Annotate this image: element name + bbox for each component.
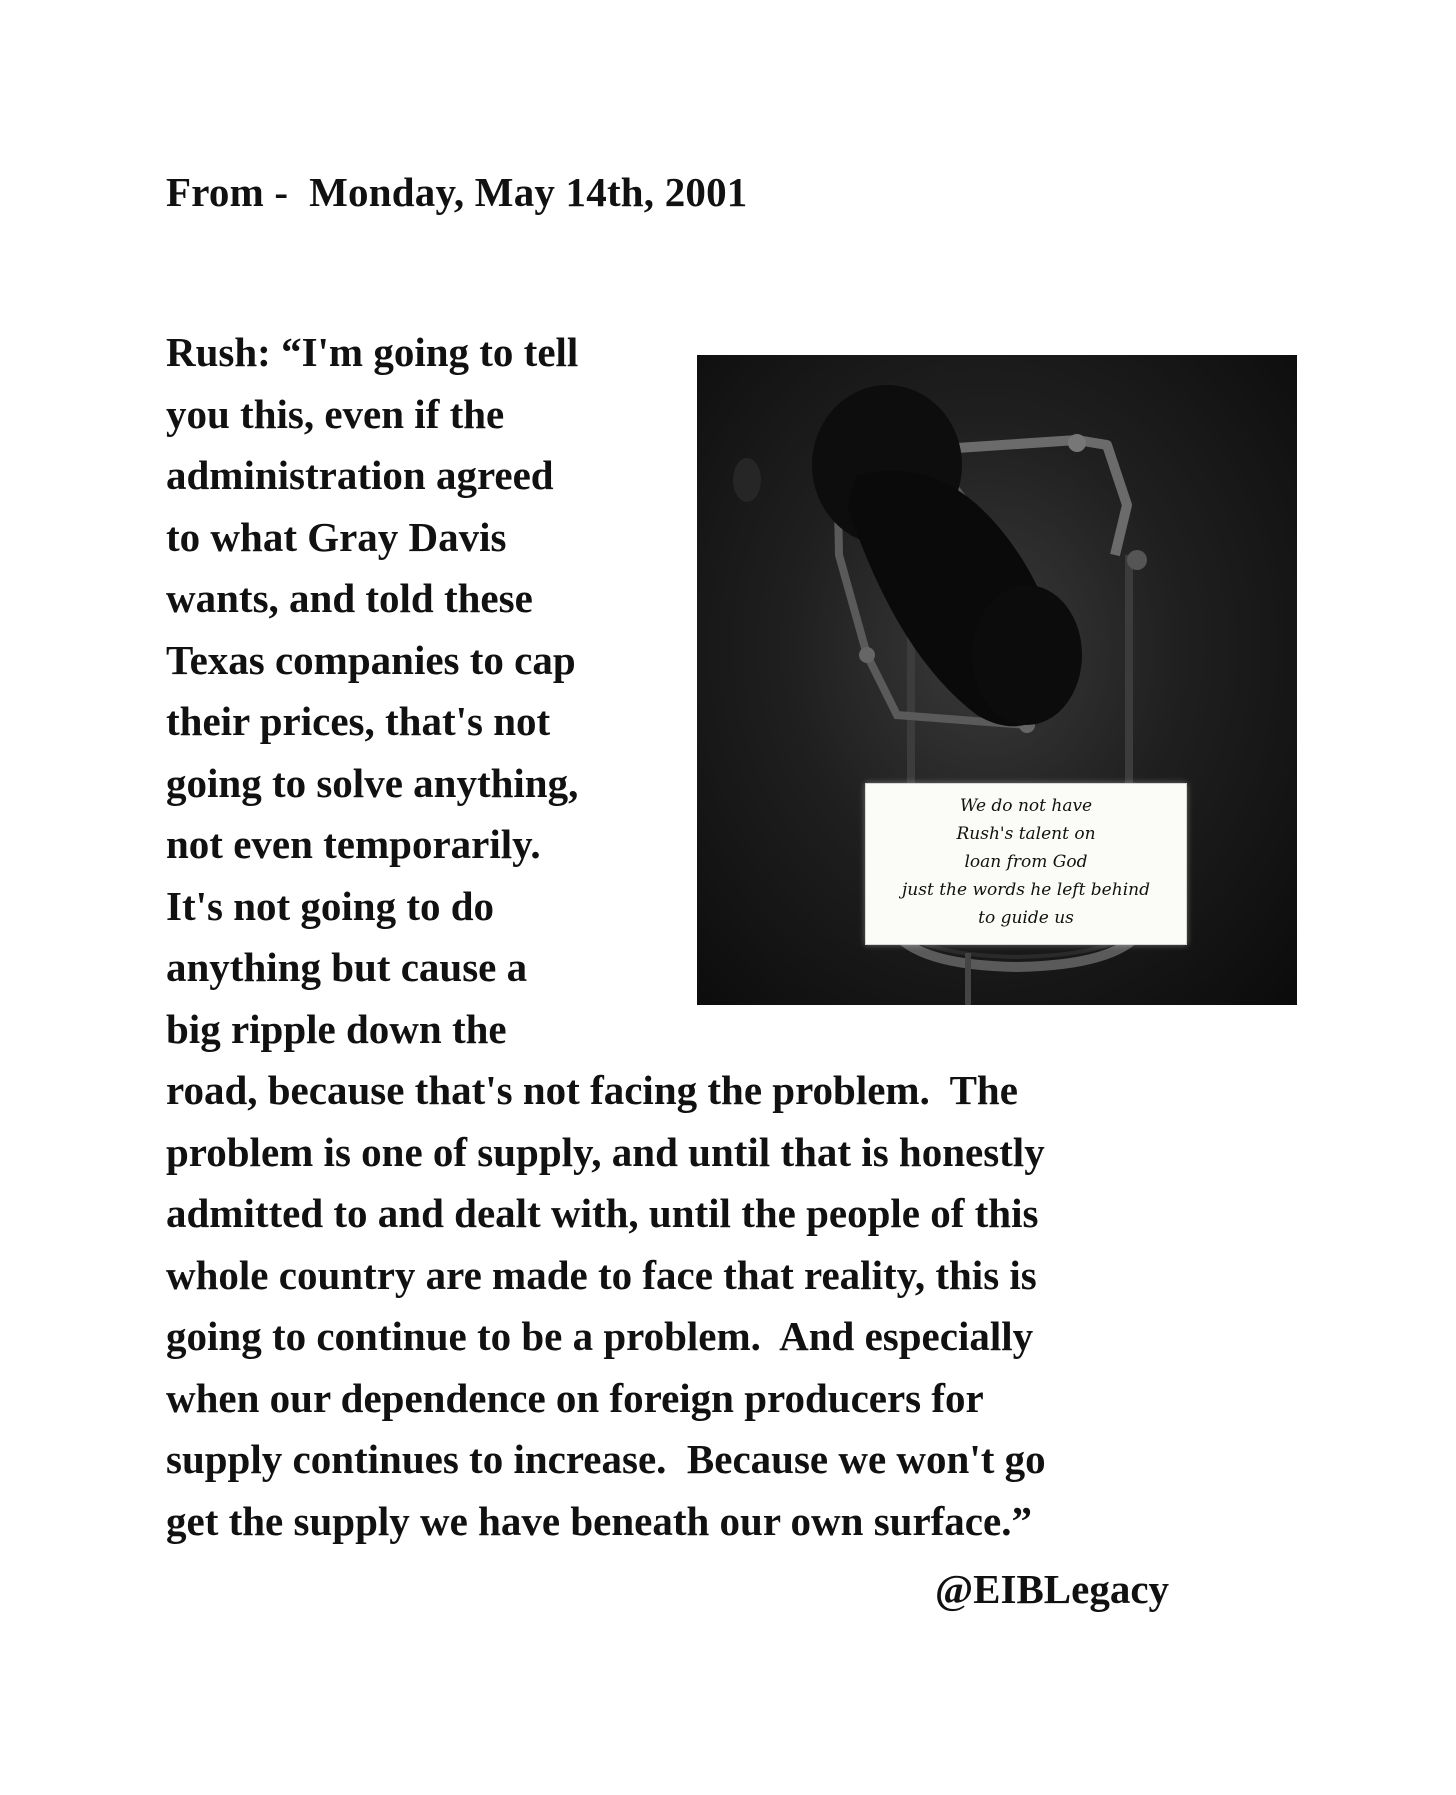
date-header: From - Monday, May 14th, 2001	[166, 169, 748, 215]
quote-line: when our dependence on foreign producers for	[166, 1374, 984, 1421]
quote-line: It's not going to do	[166, 882, 495, 929]
note-line: loan from God	[964, 852, 1088, 872]
quote-body	[166, 322, 1256, 1552]
quote-line: Texas companies to cap	[166, 636, 576, 683]
quote-line: administration agreed	[166, 452, 554, 498]
quote-line: Rush: “I'm going to tell	[166, 329, 579, 375]
quote-line: whole country are made to face that reality, this is	[166, 1251, 1037, 1298]
quote-line: wants, and told these	[166, 575, 533, 621]
quote-line: going to continue to be a problem. And especially	[166, 1313, 1034, 1359]
quote-line: get the supply we have beneath our own surface.”	[166, 1497, 1032, 1544]
quote-line: big ripple down the	[166, 1005, 507, 1052]
note-line: We do not have	[959, 796, 1093, 816]
note-line: to guide us	[978, 908, 1074, 928]
signature: @EIBLegacy	[935, 1566, 1170, 1612]
quote-line: not even temporarily.	[166, 821, 541, 867]
quote-line: admitted to and dealt with, until the people of this	[166, 1190, 1039, 1236]
note-line: Rush's talent on	[956, 824, 1096, 844]
quote-line: road, because that's not facing the problem. The	[166, 1067, 1018, 1113]
quote-line: going to solve anything,	[166, 759, 579, 806]
quote-line: you this, even if the	[166, 390, 505, 437]
quote-line: problem is one of supply, and until that is honestly	[166, 1128, 1045, 1175]
quote-line: anything but cause a	[166, 944, 528, 990]
quote-line: their prices, that's not	[166, 698, 551, 744]
quote-line: to what Gray Davis	[166, 513, 507, 560]
quote-line: supply continues to increase. Because we won't go	[166, 1436, 1046, 1482]
note-line: just the words he left behind	[902, 880, 1150, 900]
